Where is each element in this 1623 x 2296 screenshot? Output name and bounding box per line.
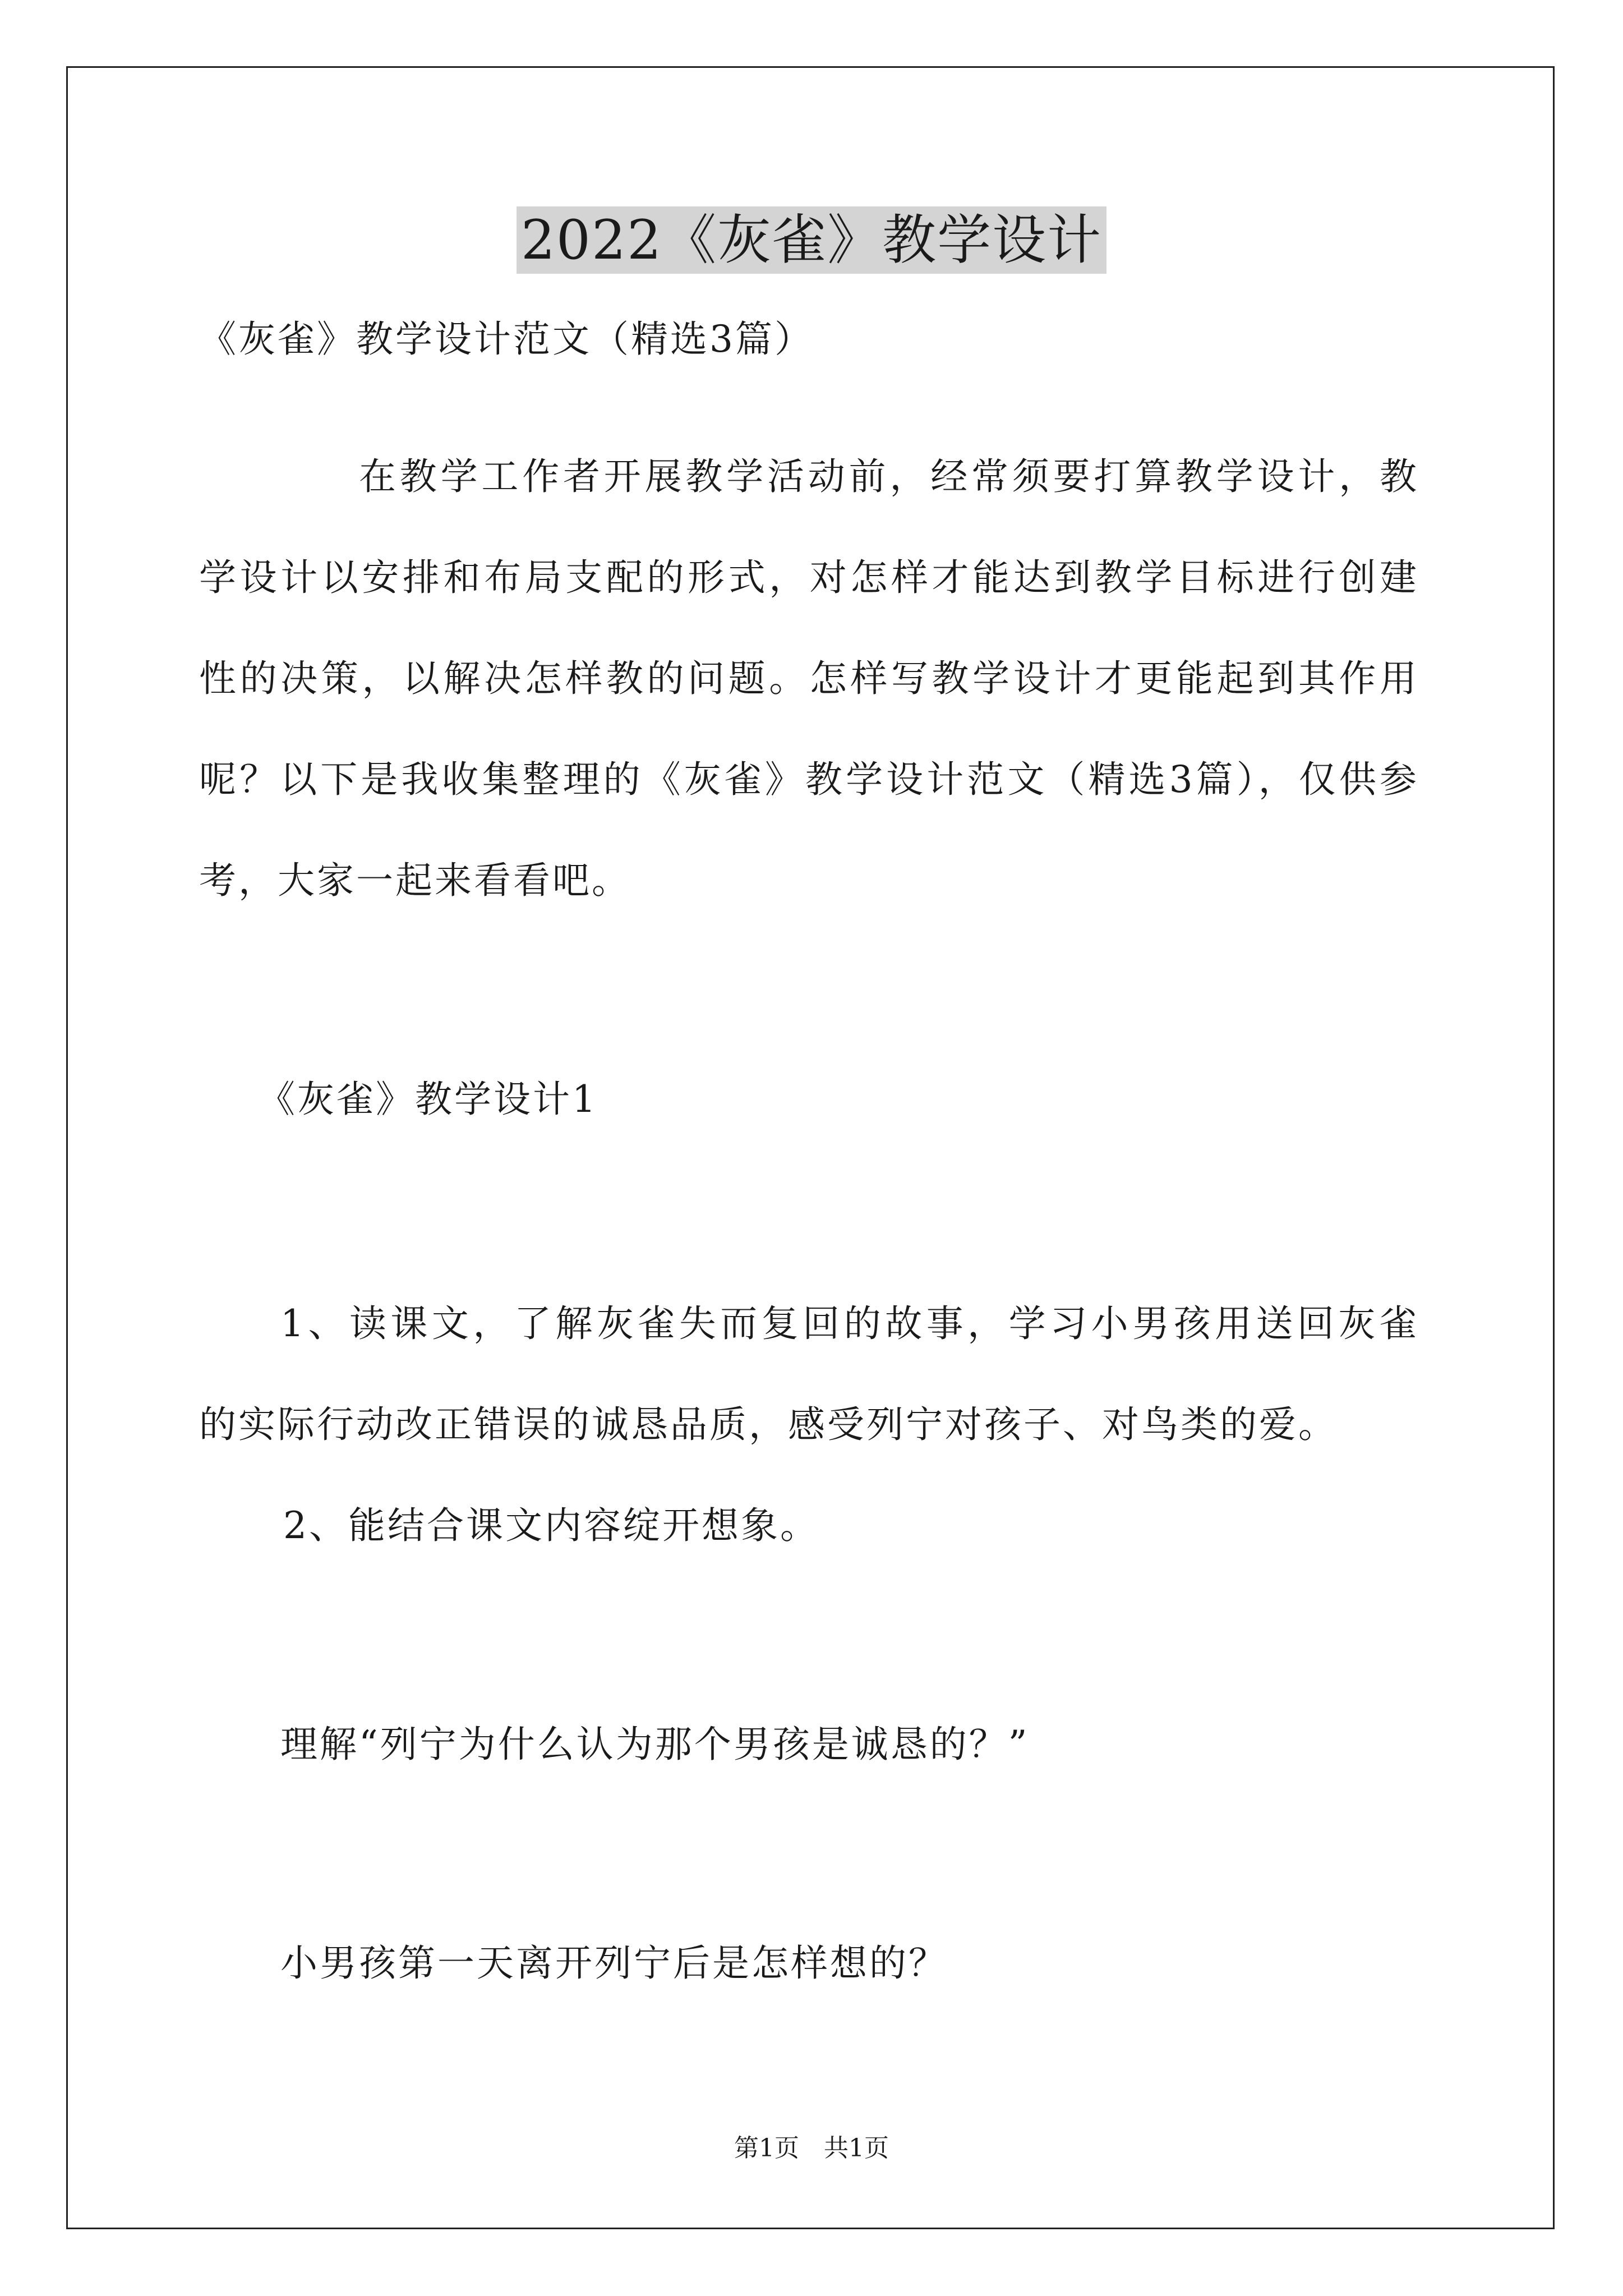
document-title xyxy=(0,201,1623,279)
question: 小男孩第一天离开列宁后是怎样想的？ xyxy=(280,1941,948,1985)
goal-1-line-2: 的实际行动改正错误的诚恳品质，感受列宁对孩子、对鸟类的爱。 xyxy=(199,1403,1338,1446)
document-title-text: 2022《灰雀》教学设计 xyxy=(517,206,1106,274)
key-point: 理解“列宁为什么认为那个男孩是诚恳的？” xyxy=(280,1723,1030,1766)
page-border xyxy=(66,66,1555,2229)
intro-line-2: 学设计以安排和布局支配的形式，对怎样才能达到教学目标进行创建 xyxy=(199,556,1419,599)
goal-2: 2、能结合课文内容绽开想象。 xyxy=(283,1504,819,1547)
document-subtitle: 《灰雀》教学设计范文（精选3篇） xyxy=(199,318,814,361)
intro-line-4: 呢？以下是我收集整理的《灰雀》教学设计范文（精选3篇），仅供参 xyxy=(199,758,1419,801)
goal-1-line-1: 1、读课文，了解灰雀失而复回的故事，学习小男孩用送回灰雀 xyxy=(280,1302,1419,1345)
intro-line-3: 性的决策，以解决怎样教的问题。怎样写教学设计才更能起到其作用 xyxy=(199,657,1419,700)
section-heading: 《灰雀》教学设计1 xyxy=(258,1078,598,1121)
intro-line-5: 考，大家一起来看看吧。 xyxy=(199,859,631,902)
intro-line-1: 在教学工作者开展教学活动前，经常须要打算教学设计，教 xyxy=(359,455,1419,498)
page-footer: 第1页 共1页 xyxy=(734,2134,889,2162)
